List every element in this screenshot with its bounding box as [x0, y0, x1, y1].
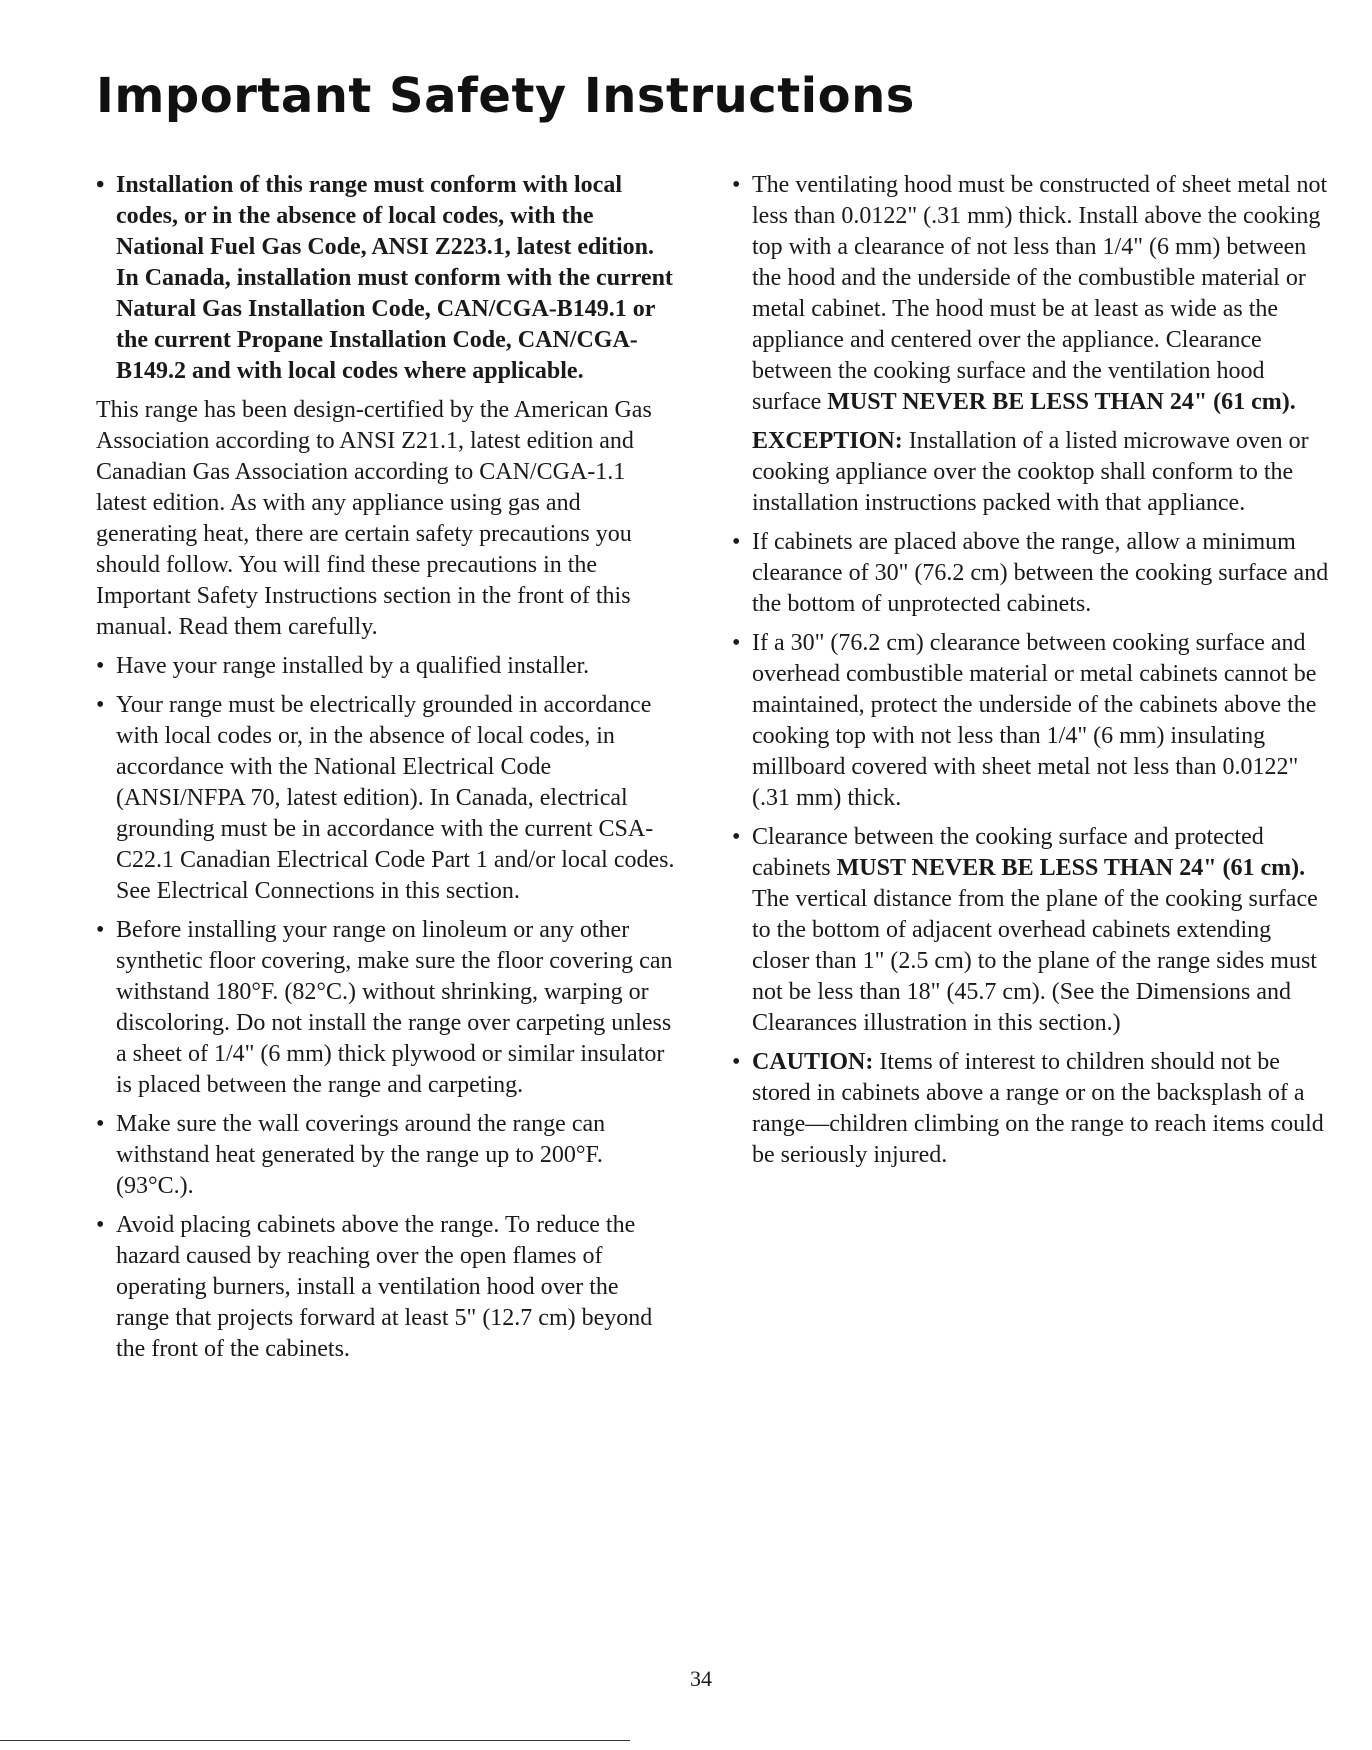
- list-item-text: Make sure the wall coverings around the range can withstand heat generated by the range up to 200°F. (93°C.).: [116, 1111, 606, 1199]
- bullet-icon: •: [96, 172, 105, 198]
- list-item-text: Before installing your range on linoleum or any other synthetic floor covering, make sure the floor covering can withstand 180°F. (82°C.) without shrinking, warping or discoloring. Do not install the range over carpeting unless a sheet of 1/4" (6 mm) thick plywood or similar insulator is placed between the range and carpeting.: [116, 917, 673, 1098]
- list-item: [96, 651, 676, 682]
- page-title: Important Safety Instructions: [96, 68, 915, 124]
- list-item-text: If a 30" (76.2 cm) clearance between cooking surface and overhead combustible material or metal cabinets cannot be maintained, protect the underside of the cabinets above the cooking top with not less than 1/4" (6 mm) insulating millboard covered with sheet metal not less than 0.0122" (.31 mm) thick.: [752, 630, 1317, 811]
- bullet-icon: •: [732, 1049, 741, 1075]
- hood-warning: MUST NEVER BE LESS THAN 24" (61 cm).: [827, 389, 1296, 415]
- list-item: [96, 690, 676, 907]
- bullet-icon: •: [96, 692, 105, 718]
- list-item-text: Your range must be electrically grounded in accordance with local codes or, in the absence of local codes, in accordance with the National Electrical Code (ANSI/NFPA 70, latest edition). In Canada, electrical grounding must be in accordance with the current CSA-C22.1 Canadian Electrical Code Part 1 and/or local codes. See Electrical Connections in this section.: [116, 692, 675, 904]
- exception-text: Installation of a listed microwave oven or cooking appliance over the cooktop shall conform to the installation instructions packed with that appliance.: [752, 428, 1309, 516]
- installation-code-bullet: [96, 170, 676, 387]
- bullet-icon: •: [732, 172, 741, 198]
- list-item: [96, 1210, 676, 1365]
- design-certified-paragraph: This range has been design-certified by the American Gas Association according to ANSI Z21.1, latest edition and Canadian Gas Association according to CAN/CGA-1.1 latest edition. As with any appliance using gas and generating heat, there are certain safety precautions you should follow. You will find these precautions in the Important Safety Instructions section in the front of this manual. Read them carefully.: [96, 397, 652, 640]
- list-item-text: If cabinets are placed above the range, allow a minimum clearance of 30" (76.2 cm) between the cooking surface and the bottom of unprotected cabinets.: [752, 529, 1329, 617]
- list-item: [96, 1109, 676, 1202]
- bullet-icon: •: [96, 1111, 105, 1137]
- bullet-icon: •: [96, 917, 105, 943]
- exception-label: EXCEPTION:: [752, 428, 903, 454]
- bullet-icon: •: [732, 824, 741, 850]
- list-item-text: Avoid placing cabinets above the range. To reduce the hazard caused by reaching over the open flames of operating burners, install a ventilation hood over the range that projects forward at least 5" (12.7 cm) beyond the front of the cabinets.: [116, 1212, 653, 1362]
- clearance-text-after: The vertical distance from the plane of the cooking surface to the bottom of adjacent overhead cabinets extending closer than 1" (2.5 cm) to the plane of the range sides must not be less than 18" (45.7 cm). (See the Dimensions and Clearances illustration in this section.): [752, 886, 1318, 1036]
- bullet-icon: •: [732, 529, 741, 555]
- list-item: [732, 628, 1332, 814]
- bullet-icon: •: [96, 653, 105, 679]
- caution-text: Items of interest to children should not be stored in cabinets above a range or on the backsplash of a range—children climbing on the range to reach items could be seriously injured.: [752, 1049, 1324, 1168]
- bullet-icon: •: [96, 1212, 105, 1238]
- list-item: [732, 527, 1332, 620]
- installation-code-text: Installation of this range must conform with local codes, or in the absence of local codes, with the National Fuel Gas Code, ANSI Z223.1, latest edition. In Canada, installation must conform with the current Natural Gas Installation Code, CAN/CGA-B149.1 or the current Propane Installation Code, CAN/CGA-B149.2 and with local codes where applicable.: [116, 172, 673, 384]
- ventilating-hood-bullet: [732, 170, 1332, 418]
- page-number: 34: [690, 1666, 712, 1691]
- clearance-warning: MUST NEVER BE LESS THAN 24" (61 cm).: [836, 855, 1306, 881]
- caution-bullet: [732, 1047, 1332, 1171]
- list-item: [96, 915, 676, 1101]
- caution-label: CAUTION:: [752, 1049, 874, 1075]
- clearance-text-before: Clearance between the cooking surface and protected cabinets: [752, 824, 1264, 881]
- left-column: [96, 170, 676, 1373]
- list-item-text: Have your range installed by a qualified installer.: [116, 653, 590, 679]
- footer-divider: [0, 1740, 630, 1741]
- hood-text: The ventilating hood must be constructed of sheet metal not less than 0.0122" (.31 mm) thick. Install above the cooking top with a clearance of not less than 1/4" (6 mm) between the hood and the underside of the combustible material or metal cabinet. The hood must be at least as wide as the appliance and centered over the appliance. Clearance between the cooking surface and the ventilation hood surface: [752, 172, 1328, 415]
- exception-paragraph: [752, 426, 1332, 519]
- clearance-bullet: [732, 822, 1332, 1039]
- right-column: [732, 170, 1332, 1179]
- bullet-icon: •: [732, 630, 741, 656]
